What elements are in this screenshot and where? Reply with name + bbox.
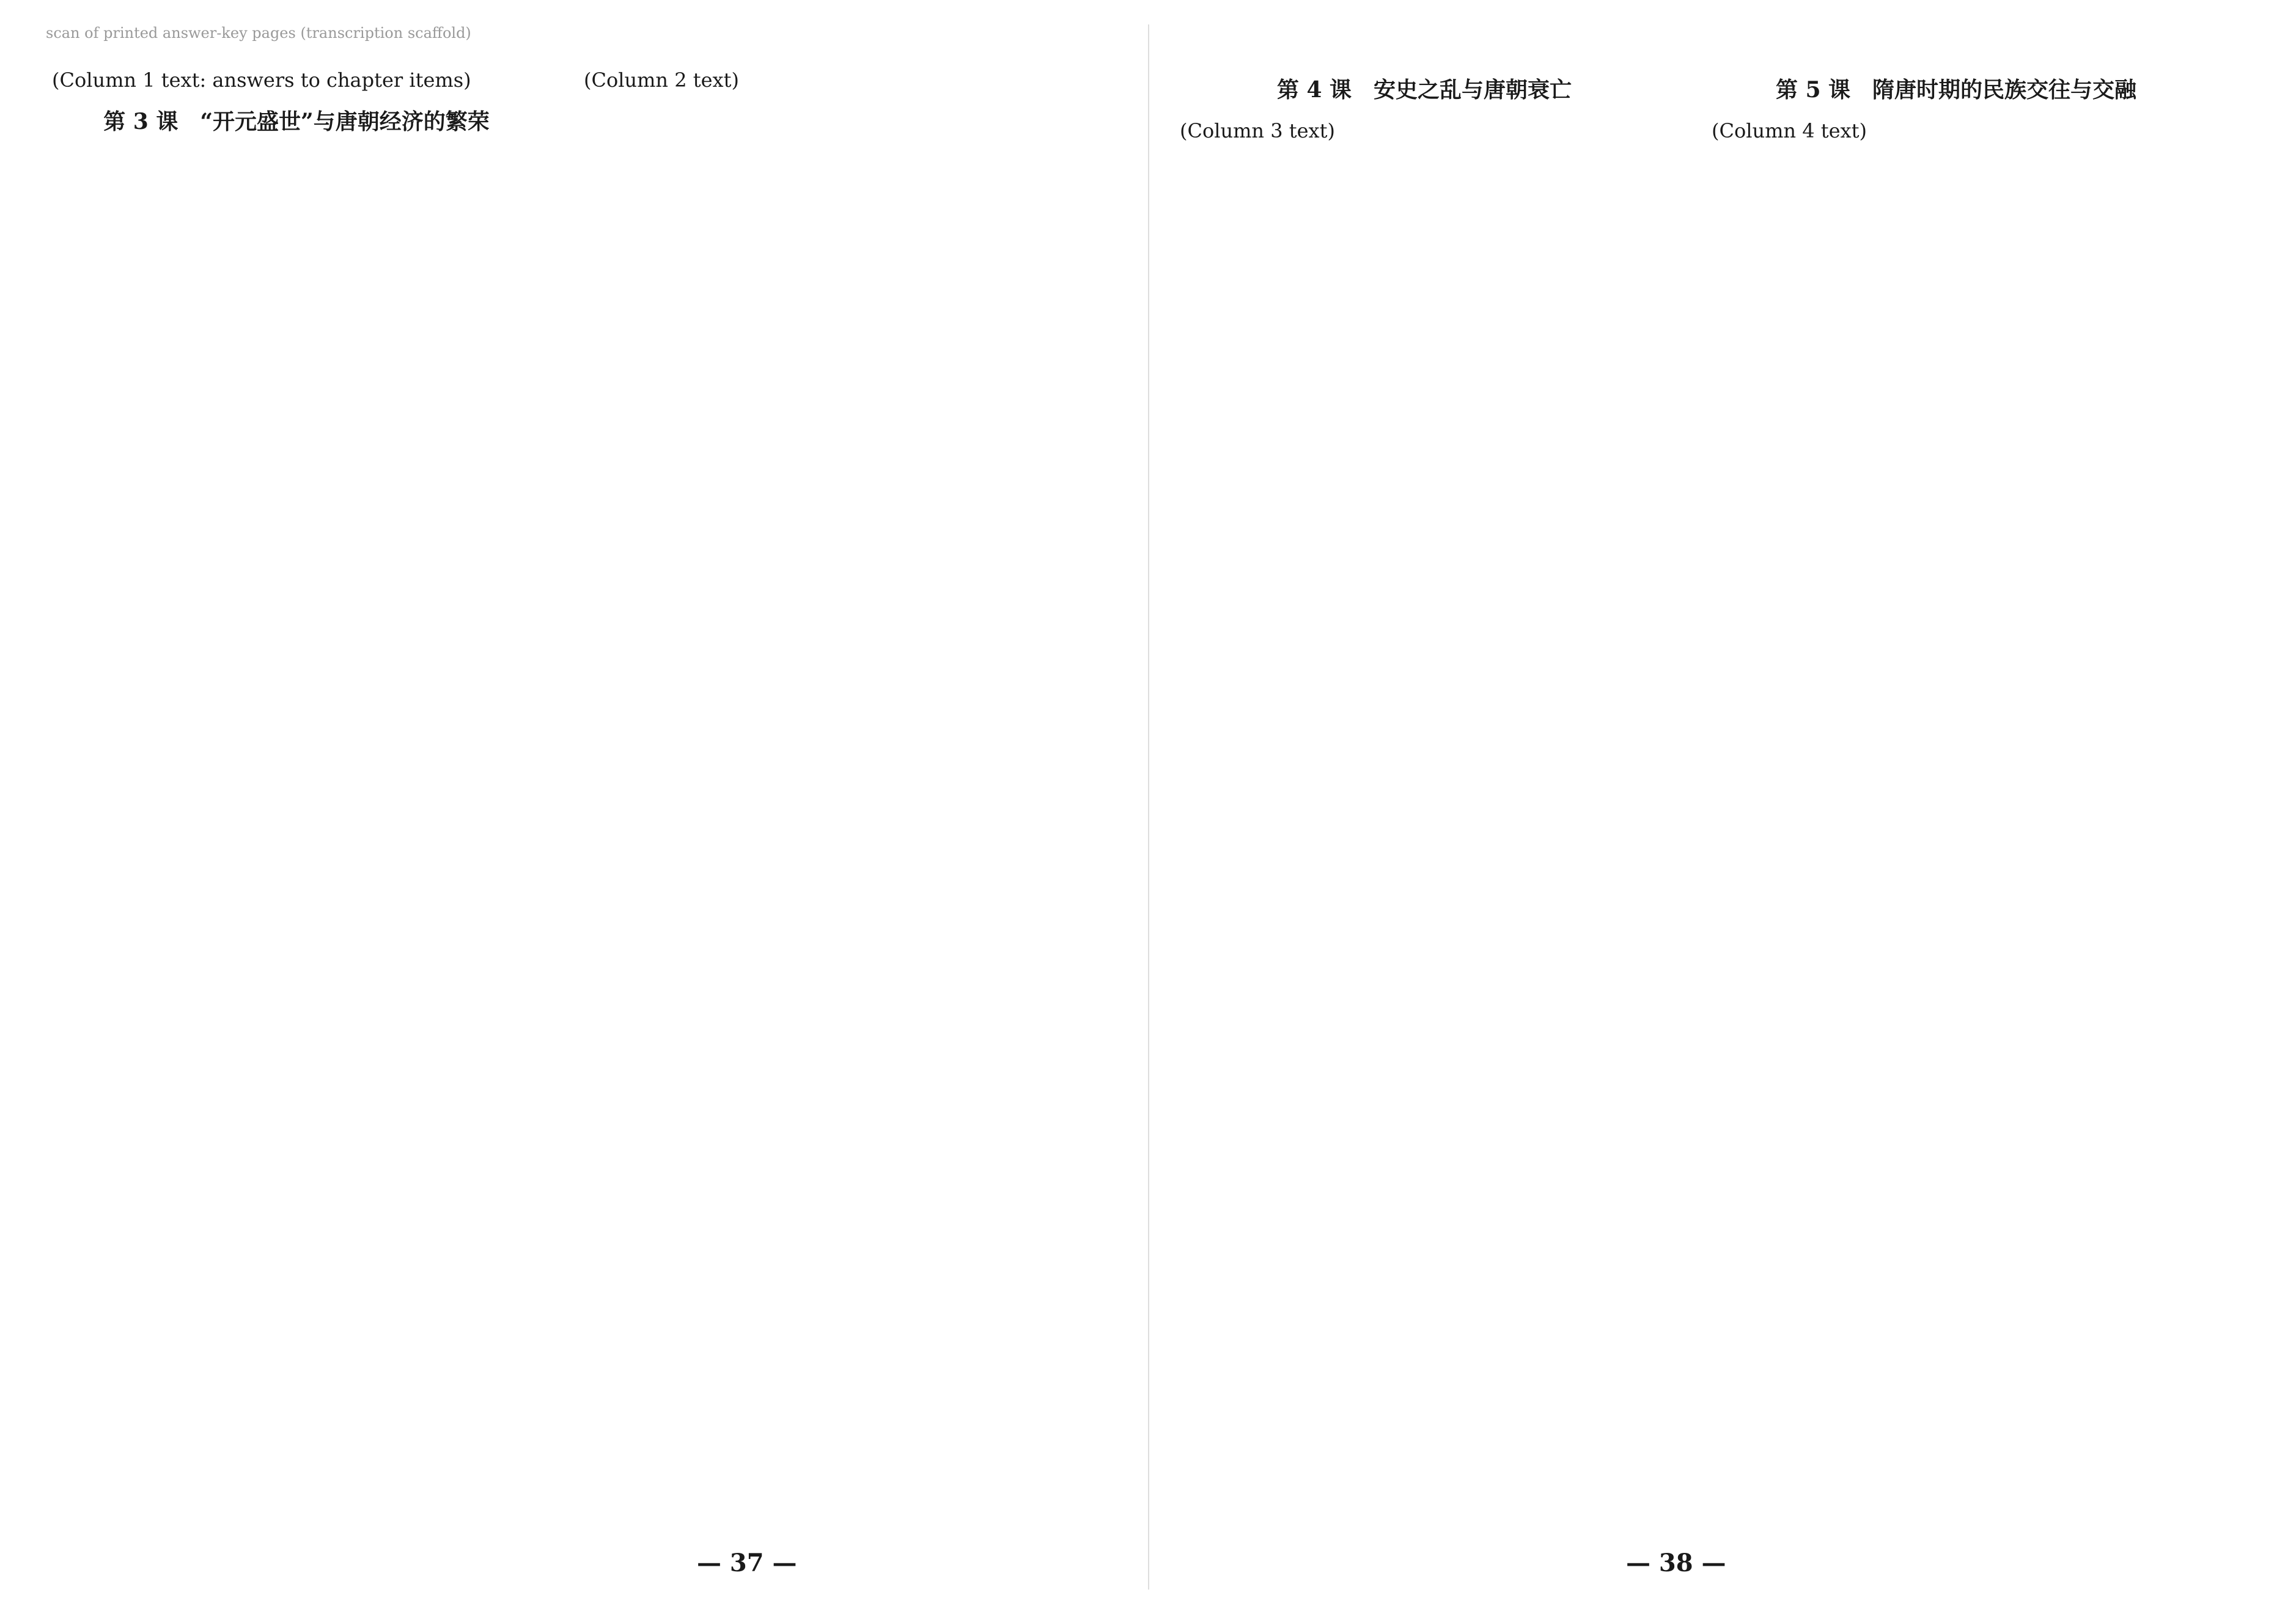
column-2-text: (Column 2 text) [584, 68, 739, 92]
lesson-4-heading: 第 4 课 安史之乱与唐朝衰亡 [1276, 77, 1572, 103]
page-number-37: — 37 — [697, 1549, 797, 1577]
column-3-text: (Column 3 text) [1180, 119, 1335, 142]
scan-note: scan of printed answer-key pages (transcription scaffold) [46, 24, 471, 42]
column-2 [578, 64, 1079, 1522]
column-1 [46, 64, 547, 1522]
lesson-5-heading: 第 5 课 隋唐时期的民族交往与交融 [1775, 77, 2137, 103]
column-4 [1705, 64, 2207, 1522]
column-3 [1174, 64, 1675, 1522]
column-1-text: (Column 1 text: answers to chapter items) [52, 68, 471, 92]
lesson-3-heading: 第 3 课 “开元盛世”与唐朝经济的繁荣 [103, 109, 490, 134]
page-divider [1148, 24, 1149, 1590]
column-4-text: (Column 4 text) [1712, 119, 1867, 142]
page-number-38: — 38 — [1626, 1549, 1726, 1577]
